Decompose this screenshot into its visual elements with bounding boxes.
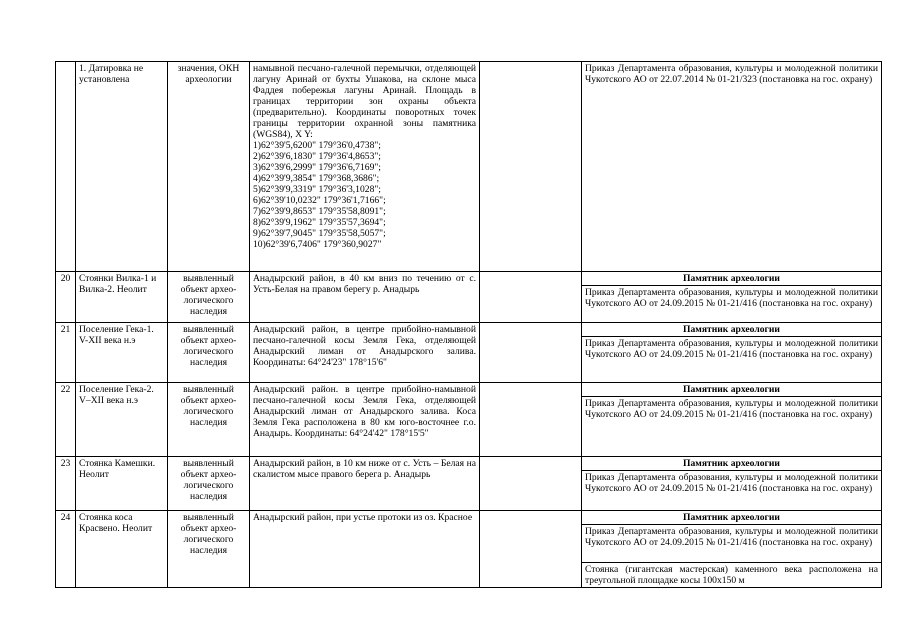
table-row bbox=[56, 511, 882, 525]
empty-cell bbox=[480, 272, 582, 323]
object-location: Анадырский район, в 10 км ниже от с. Усть – Белая на скалистом мысе правого берега р. Анадырь bbox=[250, 457, 480, 511]
row-number bbox=[56, 62, 76, 272]
object-location: Анадырский район. в центре прибойно-намывной песчано-галечной косы Земля Гека, отделяющей Анадырский лиман от Анадырского залива. Коса Земля Гека расположена в 80 км юго-восточнее г.о. Анадырь. Координаты: 64°24'42" 178°15'5" bbox=[250, 383, 480, 457]
empty-cell bbox=[480, 383, 582, 457]
object-status: Памятник археологии bbox=[582, 323, 882, 337]
empty-cell bbox=[480, 511, 582, 588]
protection-order: Приказ Департамента образования, культуры и молодежной политики Чукотского АО от 24.09.2015 № 01-21/416 (постановка на гос. охрану) bbox=[582, 286, 882, 323]
object-status: Памятник археологии bbox=[582, 383, 882, 397]
row-number: 22 bbox=[56, 383, 76, 457]
table-row bbox=[56, 457, 882, 471]
coordinate-point: 9)62°39'7,9045" 179°35'58,5057"; bbox=[253, 228, 386, 239]
table-row bbox=[56, 323, 882, 337]
object-category: значения, ОКН археологии bbox=[168, 62, 250, 272]
object-category: выявленный объект архео-логического наследия bbox=[168, 511, 250, 588]
coordinate-point: 5)62°39'9,3319" 179°36'3,1028"; bbox=[253, 184, 381, 195]
row-number: 20 bbox=[56, 272, 76, 323]
empty-cell bbox=[480, 323, 582, 383]
empty-cell bbox=[480, 62, 582, 272]
object-location bbox=[250, 62, 480, 272]
coordinate-point: 2)62°39'6,1830" 179°36'4,8653"; bbox=[253, 151, 381, 162]
coordinate-point: 10)62°39'6,7406" 179°360,9027" bbox=[253, 239, 382, 250]
protection-order: Приказ Департамента образования, культуры и молодежной политики Чукотского АО от 24.09.2015 № 01-21/416 (постановка на гос. охрану) bbox=[582, 471, 882, 511]
object-name: Стоянка коса Красвено. Неолит bbox=[76, 511, 168, 588]
object-name: Стоянка Камешки. Неолит bbox=[76, 457, 168, 511]
object-status: Памятник археологии bbox=[582, 511, 882, 525]
location-text: намывной песчано-галечной перемычки, отделяющей лагуну Аринай от бухты Ушакова, на склоне мыса Фаддея побережья лагуны Аринай. Площадь в границах территории зон охраны объекта (предварительно). Координаты поворотных точек границы территории охранной зоны памятника (WGS84), X Y: bbox=[253, 63, 476, 140]
coordinate-point: 4)62°39'9,3854" 179°368,3686"; bbox=[253, 173, 380, 184]
object-name: 1. Датировка не установлена bbox=[76, 62, 168, 272]
protection-order: Приказ Департамента образования, культуры и молодежной политики Чукотского АО от 24.09.2015 № 01-21/416 (постановка на гос. охрану) bbox=[582, 337, 882, 383]
heritage-register-table bbox=[55, 61, 882, 588]
protection-order: Приказ Департамента образования, культуры и молодежной политики Чукотского АО от 24.09.2015 № 01-21/416 (постановка на гос. охрану) bbox=[582, 525, 882, 563]
coordinate-point: 7)62°39'9,8653" 179°35'58,8091"; bbox=[253, 206, 386, 217]
object-category: выявленный объект архео-логического наследия bbox=[168, 272, 250, 323]
row-number: 21 bbox=[56, 323, 76, 383]
table-row bbox=[56, 272, 882, 286]
object-status: Памятник археологии bbox=[582, 457, 882, 471]
coordinate-point: 3)62°39'6,2999" 179°36'6,7169"; bbox=[253, 162, 381, 173]
table-row bbox=[56, 62, 882, 272]
coordinate-point: 6)62°39'10,0232" 179°36'1,7166"; bbox=[253, 195, 386, 206]
protection-order: Приказ Департамента образования, культуры и молодежной политики Чукотского АО от 24.09.2015 № 01-21/416 (постановка на гос. охрану) bbox=[582, 397, 882, 457]
table-row bbox=[56, 383, 882, 397]
coordinate-point: 8)62°39'9,1962" 179°35'57,3694"; bbox=[253, 217, 386, 228]
object-note: Стоянка (гигантская мастерская) каменного века расположена на треугольной площадке косы 100х150 м bbox=[582, 563, 882, 588]
object-name: Поселение Гека-2. V–XII века н.э bbox=[76, 383, 168, 457]
coordinate-list bbox=[253, 140, 476, 250]
object-category: выявленный объект архео-логического наследия bbox=[168, 457, 250, 511]
object-name: Стоянки Вилка-1 и Вилка-2. Неолит bbox=[76, 272, 168, 323]
coordinate-point: 1)62°39'5,6200" 179°36'0,4738"; bbox=[253, 140, 381, 151]
object-location: Анадырский район, в центре прибойно-намывной песчано-галечной косы Земля Гека, отделяющей Анадырский лиман от Анадырского залива. Координаты: 64°24'23" 178°15'6" bbox=[250, 323, 480, 383]
row-number: 24 bbox=[56, 511, 76, 588]
object-category: выявленный объект архео-логического наследия bbox=[168, 383, 250, 457]
object-location: Анадырский район, в 40 км вниз по течению от с. Усть-Белая на правом берегу р. Анадырь bbox=[250, 272, 480, 323]
protection-order: Приказ Департамента образования, культуры и молодежной политики Чукотского АО от 22.07.2014 № 01-21/323 (постановка на гос. охрану) bbox=[582, 62, 882, 272]
object-category: выявленный объект архео-логического наследия bbox=[168, 323, 250, 383]
object-name: Поселение Гека-1. V-XII века н.э bbox=[76, 323, 168, 383]
object-location: Анадырский район, при устье протоки из оз. Красное bbox=[250, 511, 480, 588]
empty-cell bbox=[480, 457, 582, 511]
object-status: Памятник археологии bbox=[582, 272, 882, 286]
row-number: 23 bbox=[56, 457, 76, 511]
